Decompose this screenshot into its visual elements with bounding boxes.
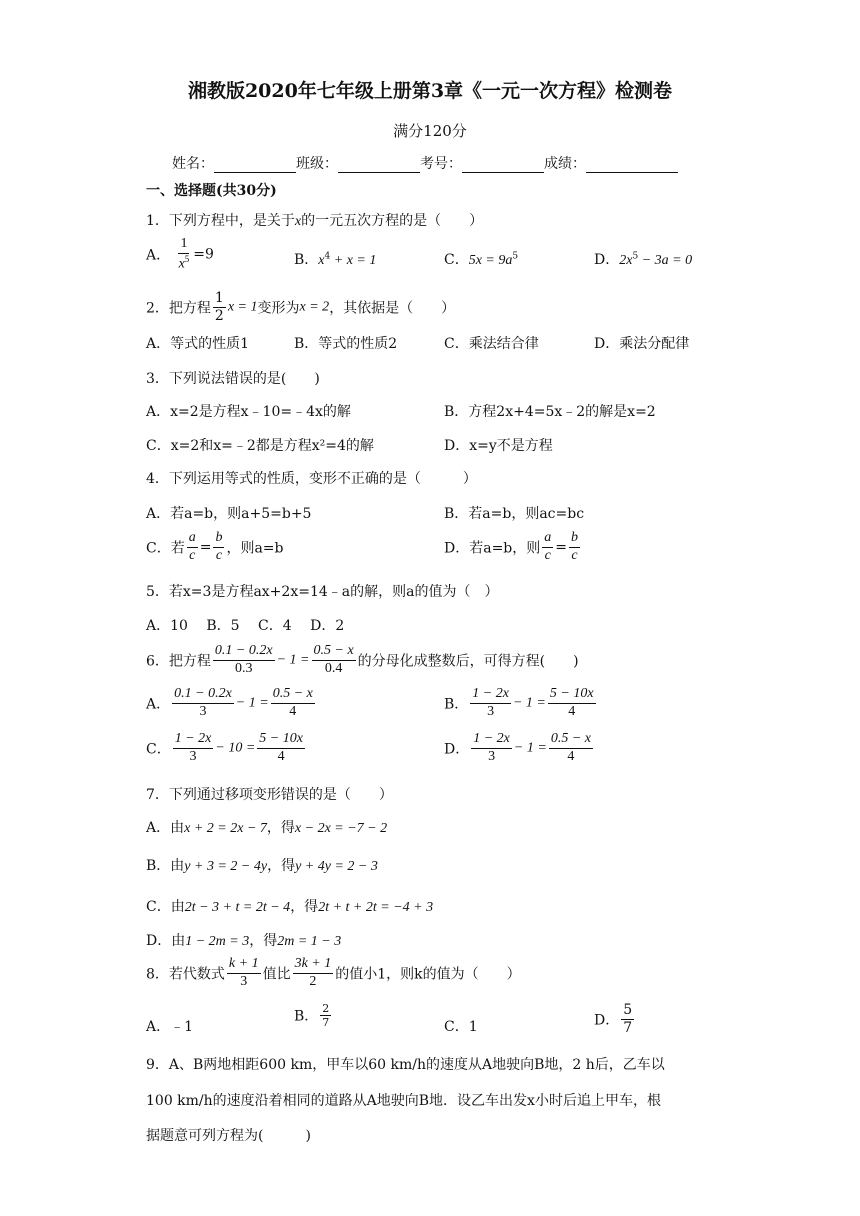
name-label: 姓名：	[172, 156, 214, 172]
page-title: 湘教版2020年七年级上册第3章《一元一次方程》检测卷	[187, 80, 673, 102]
score-label: 成绩：	[544, 156, 586, 172]
q5-stem: 5．若x=3是方程ax+2x=14﹣a的解，则a的值为（ ）	[146, 584, 499, 600]
q3-option-a: A．x=2是方程x﹣10=﹣4x的解	[146, 404, 351, 420]
q8-option-d: D． $\frac{5}{7}$	[594, 1002, 633, 1036]
q3-option-d: D．x=y不是方程	[444, 438, 553, 454]
q9-line-2: 100 km/h的速度沿着相同的道路从A地驶向B地．设乙车出发x小时后追上甲车，根	[146, 1093, 661, 1109]
q1-option-a: A． $\frac{1}{x^5}$ =9	[146, 236, 214, 272]
q4-option-b: B．若a=b，则ac=bc	[444, 506, 585, 522]
q4-option-c: C．若 $\frac{a}{c}$ = $\frac{b}{c}$ ，则a=b	[146, 530, 284, 563]
q2-stem: 2．把方程 $\frac{1}{2}$ x = 1变形为x = 2，其依据是（ ）	[146, 290, 456, 324]
q8-option-b: B． $\frac{2}{7}$	[294, 1002, 330, 1030]
q6-stem: 6．把方程 $\frac{0.1 - 0.2x}{0.3}$ − 1 = $\frac{0.5 - x}{0.4}$ 的分母化成整数后，可得方程( )	[146, 643, 579, 676]
q3-option-b: B．方程2x+4=5x﹣2的解是x=2	[444, 404, 656, 420]
q9-line-3: 据题意可列方程为( )	[146, 1128, 311, 1144]
q2-option-a: A．等式的性质1	[146, 336, 250, 352]
q3-stem: 3．下列说法错误的是( )	[146, 371, 320, 387]
examno-label: 考号：	[420, 156, 462, 172]
q4-option-a: A．若a=b，则a+5=b+5	[146, 506, 312, 522]
q1-stem: 1．下列方程中，是关于x的一元五次方程的是（ ）	[146, 213, 484, 229]
q8-stem: 8．若代数式 $\frac{k + 1}{3}$ 值比 $\frac{3k + 1}{2}$ 的值小1，则k的值为（ ）	[146, 956, 521, 989]
q2-option-b: B．等式的性质2	[294, 336, 398, 352]
q1-option-b: B．$x^4 + x = 1$	[294, 251, 377, 268]
q4-option-d: D．若a=b，则 $\frac{a}{c}$ = $\frac{b}{c}$	[444, 530, 578, 563]
name-blank	[214, 158, 296, 173]
q6-option-a: A． $\frac{0.1 - 0.2x}{3}$ − 1 = $\frac{0.5 - x}{4}$	[146, 686, 313, 719]
q6-option-c: C． $\frac{1 - 2x}{3}$ − 10 = $\frac{5 - 10x}{4}$	[146, 731, 303, 764]
q3-option-c: C．x=2和x=﹣2都是方程x²=4的解	[146, 438, 374, 454]
examno-blank	[462, 158, 544, 173]
section-heading: 一、选择题(共30分)	[146, 183, 277, 199]
class-label: 班级：	[296, 156, 338, 172]
q8-option-c: C．1	[444, 1019, 478, 1035]
q7-stem: 7．下列通过移项变形错误的是（ ）	[146, 787, 393, 803]
q2-option-d: D．乘法分配律	[594, 336, 690, 352]
q4-stem: 4．下列运用等式的性质，变形不正确的是（ ）	[146, 471, 477, 487]
q6-option-d: D． $\frac{1 - 2x}{3}$ − 1 = $\frac{0.5 - x}{4}$	[444, 731, 591, 764]
page-subtitle: 满分120分	[393, 122, 467, 140]
q7-option-a: A．由x + 2 = 2x − 7，得x − 2x = −7 − 2	[146, 820, 388, 836]
q8-option-a: A．﹣1	[146, 1019, 194, 1035]
q6-option-b: B． $\frac{1 - 2x}{3}$ − 1 = $\frac{5 - 10x}{4}$	[444, 686, 594, 719]
q1-option-c: C．$5x = 9a^5$	[444, 251, 519, 268]
q9-line-1: 9．A、B两地相距600 km，甲车以60 km/h的速度从A地驶向B地，2 h后，乙车以	[146, 1057, 665, 1073]
q5-options: A．10 B．5 C．4 D．2	[146, 618, 345, 634]
q7-option-c: C．由2t − 3 + t = 2t − 4，得2t + t + 2t = −4 + 3	[146, 899, 434, 915]
q7-option-b: B．由y + 3 = 2 − 4y，得y + 4y = 2 − 3	[146, 858, 378, 874]
q2-option-c: C．乘法结合律	[444, 336, 539, 352]
q1-option-d: D．$2x^5 - 3a = 0$	[594, 251, 693, 268]
q7-option-d: D．由1 − 2m = 3，得2m = 1 − 3	[146, 933, 342, 949]
score-blank	[586, 158, 678, 173]
info-fields	[172, 153, 678, 173]
class-blank	[338, 158, 420, 173]
